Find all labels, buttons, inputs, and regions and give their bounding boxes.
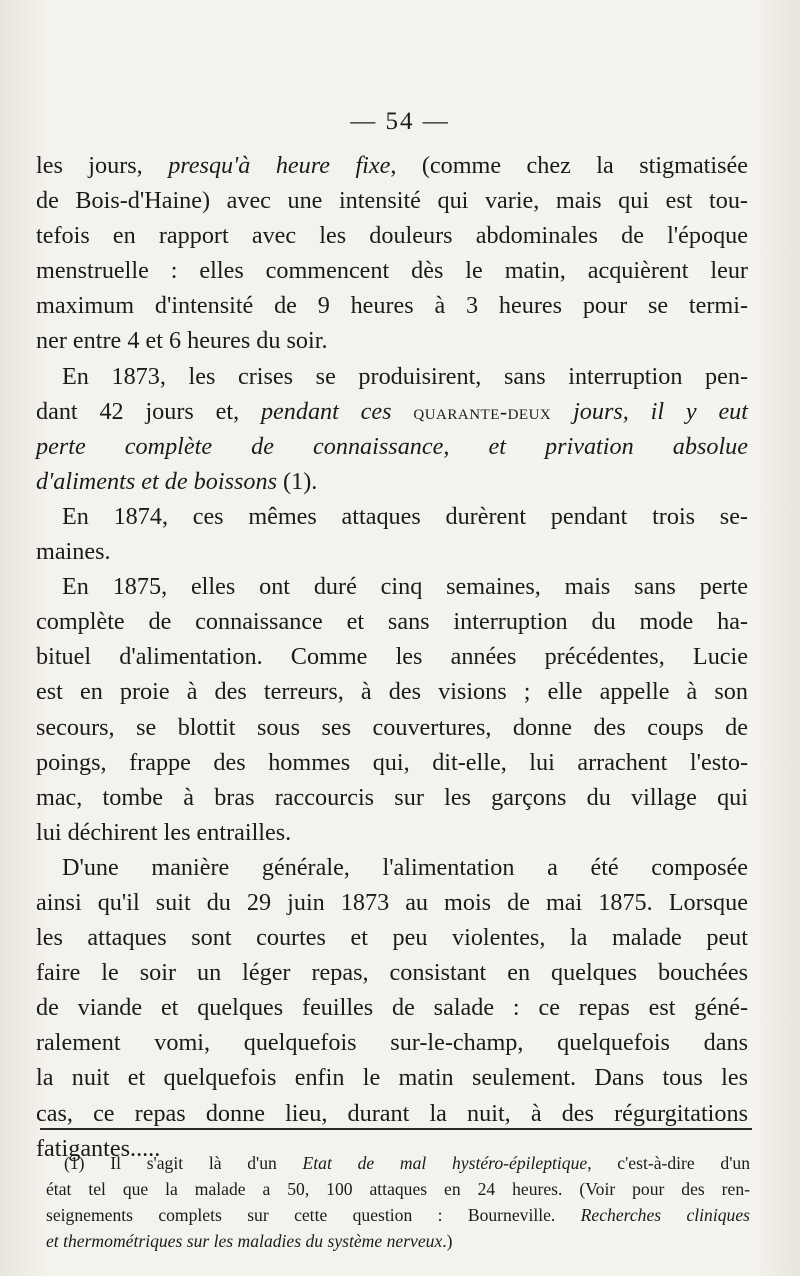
text-line: tefois en rapport avec les douleurs abdominales de l'époque <box>36 222 748 250</box>
footnote-line <box>46 1150 750 1176</box>
italic-run: perte complète de connaissance, et privation absolue <box>36 432 748 460</box>
main-text <box>36 148 748 1166</box>
italic-run: presqu'à heure fixe <box>168 152 391 179</box>
text-run: (1). <box>277 467 318 495</box>
text-line <box>36 394 748 429</box>
text-line: ner entre 4 et 6 heures du soir. <box>36 327 328 355</box>
footnote <box>46 1150 750 1254</box>
text-line: secours, se blottit sous ses couvertures, donne des coups de <box>36 713 748 741</box>
text-line <box>36 464 748 499</box>
text-line <box>36 429 748 464</box>
text-line: maximum d'intensité de 9 heures à 3 heures pour se termi- <box>36 292 748 320</box>
footnote-line <box>46 1202 750 1228</box>
page-number: — 54 — <box>350 108 450 135</box>
footnote-divider <box>40 1128 752 1130</box>
footnote-line: état tel que la malade a 50, 100 attaques en 24 heures. (Voir pour des ren- <box>46 1179 750 1199</box>
italic-run: d'aliments et de boissons <box>36 467 277 495</box>
text-line: bituel d'alimentation. Comme les années précédentes, Lucie <box>36 643 748 671</box>
text-run: .) <box>442 1231 453 1251</box>
text-run: seignements complets sur cette question : Bourneville. <box>46 1205 581 1225</box>
text-line: D'une manière générale, l'alimentation a été composée <box>62 853 748 881</box>
small-caps-run: quarante-deux <box>413 399 552 424</box>
italic-run: pendant ces <box>260 397 414 425</box>
text-line: maines. <box>36 538 111 566</box>
text-line: cas, ce repas donne lieu, durant la nuit, à des régurgitations <box>36 1099 748 1127</box>
text-run: les jours, <box>36 152 169 179</box>
text-line: ralement vomi, quelquefois sur-le-champ, quelquefois dans <box>36 1029 748 1057</box>
text-line: En 1874, ces mêmes attaques durèrent pendant trois se- <box>62 502 748 530</box>
text-line: fatigantes..... <box>36 1134 161 1162</box>
text-line: ainsi qu'il suit du 29 juin 1873 au mois de mai 1875. Lorsque <box>36 888 748 916</box>
text-line: de Bois-d'Haine) avec une intensité qui varie, mais qui est tou- <box>36 187 748 215</box>
text-line: les attaques sont courtes et peu violentes, la malade peut <box>36 924 748 952</box>
text-line: mac, tombe à bras raccourcis sur les garçons du village qui <box>36 783 748 811</box>
text-line: faire le soir un léger repas, consistant en quelques bouchées <box>36 959 748 987</box>
italic-run: Etat de mal hystéro-épileptique <box>302 1153 588 1173</box>
text-line: En 1873, les crises se produisirent, sans interruption pen- <box>62 362 748 390</box>
text-run: , c'est-à-dire d'un <box>587 1153 750 1173</box>
italic-run: et thermométriques sur les maladies du système nerveux <box>46 1231 443 1251</box>
text-line: de viande et quelques feuilles de salade : ce repas est géné- <box>36 994 748 1022</box>
footnote-line <box>46 1228 750 1254</box>
text-line: la nuit et quelquefois enfin le matin seulement. Dans tous les <box>36 1064 748 1092</box>
text-run: (1) Il s'agit là d'un <box>64 1153 303 1173</box>
text-line <box>36 148 748 183</box>
text-line: lui déchirent les entrailles. <box>36 818 292 846</box>
text-run: dant 42 jours et, <box>36 397 261 425</box>
text-line: En 1875, elles ont duré cinq semaines, mais sans perte <box>62 573 748 601</box>
text-line: menstruelle : elles commencent dès le matin, acquièrent leur <box>36 257 748 285</box>
text-run: , (comme chez la stigmatisée <box>390 152 749 179</box>
text-line: est en proie à des terreurs, à des visions ; elle appelle à son <box>36 678 748 706</box>
text-line: poings, frappe des hommes qui, dit-elle, lui arrachent l'esto- <box>36 748 748 776</box>
text-line: complète de connaissance et sans interruption du mode ha- <box>36 608 748 636</box>
italic-run: Recherches cliniques <box>580 1205 750 1225</box>
italic-run: jours, il y eut <box>551 397 748 425</box>
